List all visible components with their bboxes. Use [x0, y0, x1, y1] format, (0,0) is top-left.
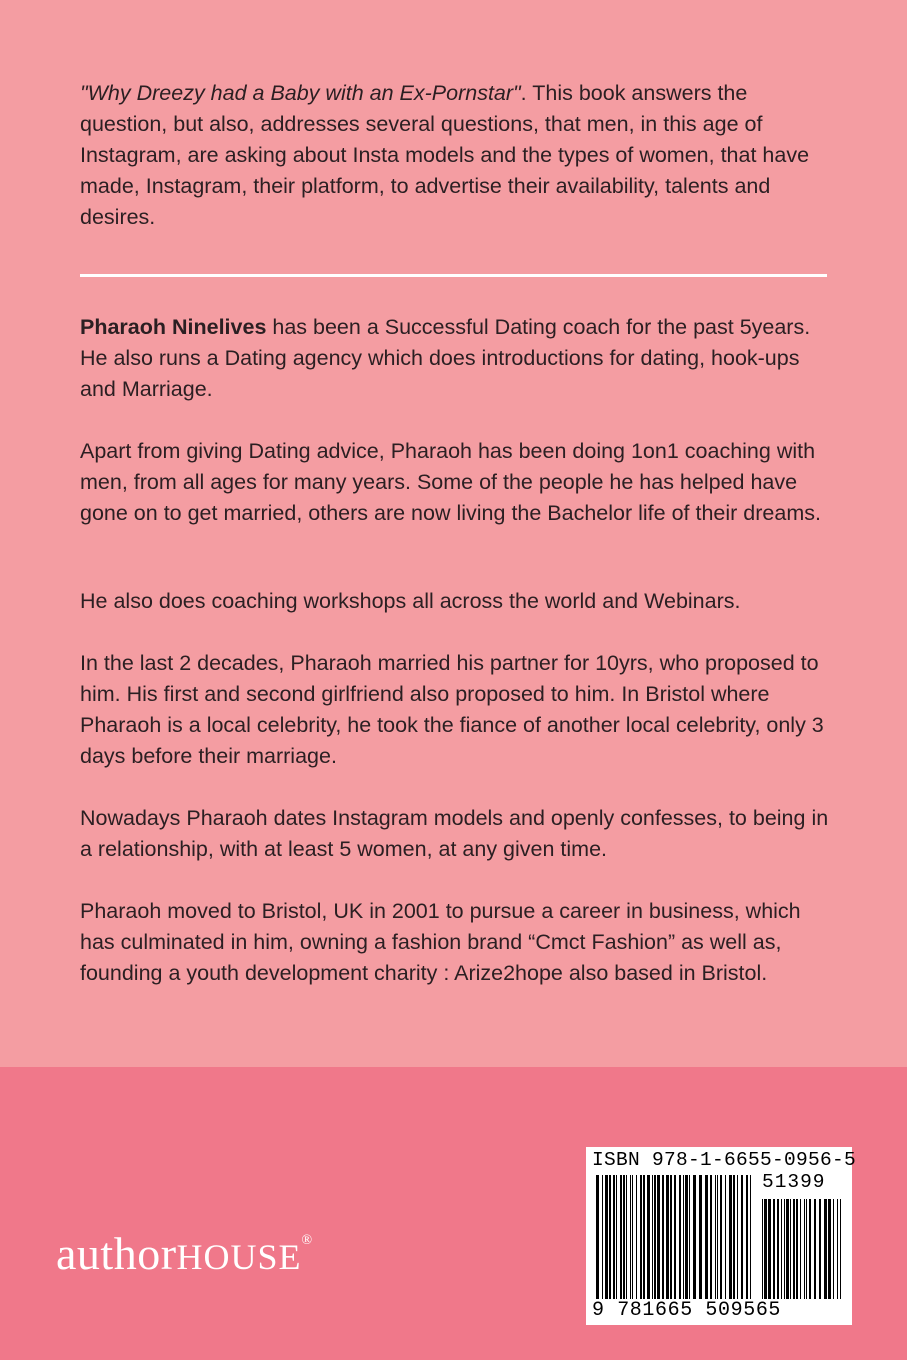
- barcode-bar: [710, 1175, 712, 1299]
- barcode-bar: [620, 1175, 622, 1299]
- publisher-logo-part1: author: [56, 1228, 177, 1279]
- barcode-bar: [819, 1199, 821, 1299]
- barcode-bar: [605, 1175, 608, 1299]
- barcode-bar: [814, 1199, 816, 1299]
- barcode-bar: [685, 1175, 688, 1299]
- barcode-bar: [602, 1175, 603, 1299]
- barcode-bar: [643, 1175, 645, 1299]
- barcode-bar: [784, 1199, 785, 1299]
- barcode-bar: [806, 1199, 807, 1299]
- barcode-bar: [800, 1199, 801, 1299]
- bio-paragraph-1: [80, 312, 832, 405]
- section-divider: [80, 274, 827, 277]
- barcode-bar: [733, 1175, 735, 1299]
- bio-paragraph-4: In the last 2 decades, Pharaoh married his partner for 10yrs, who proposed to him. His first and second girlfriend also proposed to him. In Bristol where Pharaoh is a local celebrity, he took the fiance of another local celebrity, only 3 days before their marriage.: [80, 651, 824, 768]
- bio-paragraph-3: He also does coaching workshops all across the world and Webinars.: [80, 589, 741, 613]
- barcode-bar: [729, 1175, 732, 1299]
- barcode-bar: [768, 1199, 771, 1299]
- bio-p1-text: has been a Successful Dating coach for the past 5years. He also runs a Dating agency which does introductions for dating, hook-ups and Marriage.: [80, 315, 811, 401]
- barcode-bar: [630, 1175, 631, 1299]
- barcode-bar: [762, 1199, 763, 1299]
- barcode-bar: [652, 1175, 653, 1299]
- barcode-bar: [796, 1199, 798, 1299]
- barcode-digits: 9 781665 509565: [592, 1299, 782, 1322]
- barcode-bar: [737, 1175, 738, 1299]
- barcode-bar: [833, 1199, 834, 1299]
- barcode-bar: [781, 1199, 782, 1299]
- intro-section: [80, 78, 832, 233]
- barcode-bar: [717, 1175, 718, 1299]
- publisher-logo-part2: HOUSE: [176, 1237, 302, 1277]
- bio-paragraph-2: Apart from giving Dating advice, Pharaoh has been doing 1on1 coaching with men, from all ages for many years. Some of the people he has helped have gone on to get married, others are now living the Bachelor life of their dreams.: [80, 439, 821, 525]
- barcode-bar: [683, 1175, 684, 1299]
- barcode-bar: [793, 1199, 795, 1299]
- barcode-main-bars: [596, 1175, 756, 1299]
- author-name: Pharaoh Ninelives: [80, 315, 267, 339]
- barcode-bar: [616, 1175, 617, 1299]
- barcode-bar: [804, 1199, 805, 1299]
- barcode-bar: [657, 1175, 660, 1299]
- barcode-bar: [623, 1175, 625, 1299]
- barcode-bar: [715, 1175, 716, 1299]
- barcode-bar: [840, 1199, 841, 1299]
- barcode-bar: [699, 1175, 702, 1299]
- barcode-bar: [666, 1175, 669, 1299]
- barcode-bar: [786, 1199, 789, 1299]
- barcode-bar: [626, 1175, 627, 1299]
- barcode-bar: [720, 1175, 722, 1299]
- barcode-bar: [777, 1199, 779, 1299]
- barcode-bar: [662, 1175, 664, 1299]
- isbn-label: ISBN 978-1-6655-0956-5: [592, 1149, 857, 1171]
- barcode-bar: [613, 1175, 615, 1299]
- barcode-bar: [674, 1175, 676, 1299]
- barcode-bar: [764, 1199, 767, 1299]
- barcode-bar: [689, 1175, 690, 1299]
- barcode-bar: [654, 1175, 656, 1299]
- intro-text: . This book answers the question, but also, addresses several questions, that men, in this age of Instagram, are asking about Insta models and the types of women, that have made, Instagram, their platform, to advertise their availability, talents and desires.: [80, 81, 810, 229]
- price-code: 51399: [762, 1171, 826, 1193]
- barcode-bar: [640, 1175, 642, 1299]
- barcode-bar: [705, 1175, 708, 1299]
- barcode-bar: [809, 1199, 811, 1299]
- barcode-bar: [693, 1175, 696, 1299]
- barcode-bar: [746, 1175, 748, 1299]
- barcode-bar: [609, 1175, 611, 1299]
- book-title-quote: "Why Dreezy had a Baby with an Ex-Pornstar": [80, 81, 521, 105]
- bio-paragraph-5: Nowadays Pharaoh dates Instagram models and openly confesses, to being in a relationship, with at least 5 women, at any given time.: [80, 806, 829, 861]
- barcode-addon-bars: [762, 1199, 844, 1299]
- author-bio: [80, 312, 832, 1020]
- barcode-bar: [636, 1175, 637, 1299]
- barcode-bar: [828, 1199, 831, 1299]
- barcode-bar: [824, 1199, 827, 1299]
- registered-mark: ®: [301, 1233, 313, 1248]
- barcode-bar: [670, 1175, 672, 1299]
- publisher-logo: [56, 1227, 313, 1280]
- isbn-barcode: [586, 1147, 857, 1325]
- barcode-bar: [632, 1175, 633, 1299]
- barcode-bar: [773, 1199, 775, 1299]
- barcode-bar: [837, 1199, 838, 1299]
- barcode-bar: [750, 1175, 751, 1299]
- bio-paragraph-6: Pharaoh moved to Bristol, UK in 2001 to pursue a career in business, which has culminated in him, owning a fashion brand “Cmct Fashion” as well as, founding a youth development charity : Arize2hope also based in Bristol.: [80, 899, 801, 985]
- barcode-bar: [647, 1175, 650, 1299]
- intro-paragraph: [80, 78, 832, 233]
- barcode-bar: [741, 1175, 743, 1299]
- barcode-bar: [790, 1199, 791, 1299]
- barcode-bar: [725, 1175, 726, 1299]
- barcode-bar: [679, 1175, 681, 1299]
- barcode-bar: [596, 1175, 599, 1299]
